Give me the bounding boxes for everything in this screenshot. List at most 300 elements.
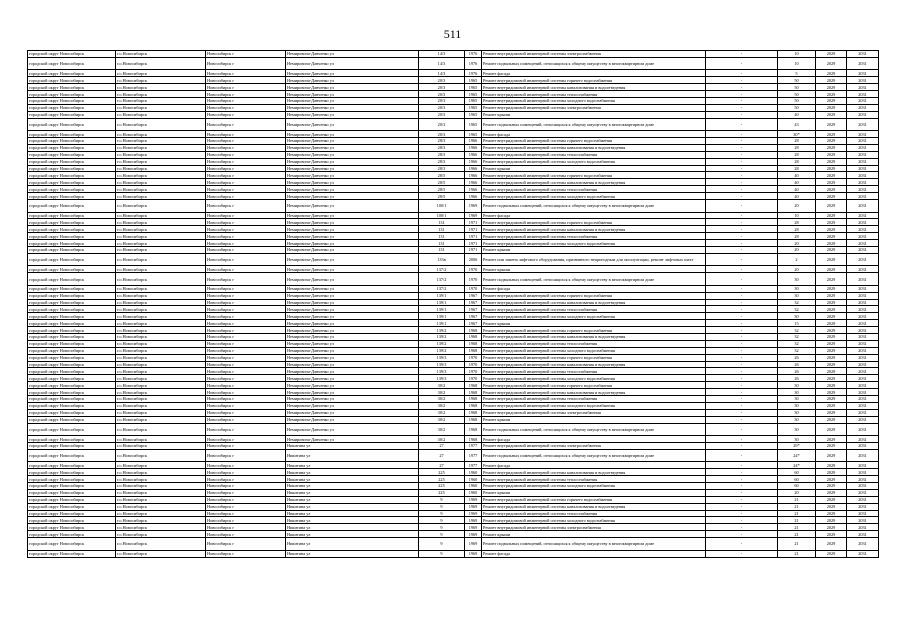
cell-cost: 21 <box>778 538 816 551</box>
cell-note: - <box>706 489 778 496</box>
cell-house: 139/1 <box>419 306 465 313</box>
cell-year-end: 2031 <box>847 389 879 396</box>
cell-year-start: 2029 <box>816 340 847 347</box>
cell-city: Новосибирск г <box>206 226 286 233</box>
cell-city: Новосибирск г <box>206 273 286 286</box>
cell-year-start: 2029 <box>816 70 847 77</box>
cell-year-start: 2029 <box>816 375 847 382</box>
cell-note: - <box>706 416 778 423</box>
cell-municipality: г.о.Новосибирск <box>116 489 206 496</box>
cell-year-end: 2031 <box>847 550 879 557</box>
cell-work-type: Ремонт внутридомовой инженерной системы холодного водоснабжения <box>482 193 706 200</box>
cell-cost: 20 <box>778 489 816 496</box>
cell-street: Никитина ул <box>286 462 419 469</box>
cell-work-type: Ремонт фасада <box>482 70 706 77</box>
cell-note: - <box>706 442 778 449</box>
cell-city: Новосибирск г <box>206 354 286 361</box>
cell-municipality: г.о.Новосибирск <box>116 320 206 327</box>
cell-house: 14/3 <box>419 51 465 58</box>
table-row <box>28 292 879 299</box>
cell-year-end: 2031 <box>847 347 879 354</box>
cell-work-type: Ремонт внутридомовой инженерной системы теплоснабжения <box>482 510 706 517</box>
table-row <box>28 186 879 193</box>
cell-note: - <box>706 503 778 510</box>
cell-note: - <box>706 186 778 193</box>
cell-district: городской округ Новосибирск <box>28 354 116 361</box>
cell-year-start: 2029 <box>816 489 847 496</box>
cell-year-start: 2029 <box>816 396 847 403</box>
cell-municipality: г.о.Новосибирск <box>116 200 206 213</box>
cell-district: городской округ Новосибирск <box>28 77 116 84</box>
cell-year: 1966 <box>465 186 482 193</box>
cell-street: Немировича-Данченко ул <box>286 246 419 253</box>
cell-year-start: 2029 <box>816 212 847 219</box>
cell-street: Немировича-Данченко ул <box>286 158 419 165</box>
cell-district: городской округ Новосибирск <box>28 462 116 469</box>
cell-work-type: Ремонт внутридомовой инженерной системы канализования и водоотведения <box>482 144 706 151</box>
cell-street: Никитина ул <box>286 550 419 557</box>
cell-year-start: 2029 <box>816 313 847 320</box>
cell-municipality: г.о.Новосибирск <box>116 253 206 266</box>
cell-city: Новосибирск г <box>206 306 286 313</box>
cell-street: Немировича-Данченко ул <box>286 186 419 193</box>
cell-year: 1965 <box>465 104 482 111</box>
cell-note: - <box>706 327 778 334</box>
cell-street: Немировича-Данченко ул <box>286 212 419 219</box>
cell-year-start: 2029 <box>816 550 847 557</box>
cell-year: 1968 <box>465 416 482 423</box>
cell-street: Никитина ул <box>286 538 419 551</box>
cell-note: - <box>706 253 778 266</box>
cell-work-type: Ремонт внутридомовой инженерной системы горячего водоснабжения <box>482 354 706 361</box>
cell-work-type: Ремонт внутридомовой инженерной системы холодного водоснабжения <box>482 158 706 165</box>
cell-year-start: 2029 <box>816 285 847 292</box>
cell-cost: 30 <box>778 313 816 320</box>
cell-house: 28/5 <box>419 186 465 193</box>
cell-note: - <box>706 396 778 403</box>
cell-cost: 40 <box>778 172 816 179</box>
table-row <box>28 320 879 327</box>
table-row <box>28 340 879 347</box>
cell-work-type: Ремонт внутридомовой инженерной системы теплоснабжения <box>482 91 706 98</box>
cell-work-type: Ремонт внутридомовой инженерной системы горячего водоснабжения <box>482 496 706 503</box>
cell-municipality: г.о.Новосибирск <box>116 151 206 158</box>
table-row <box>28 483 879 490</box>
cell-district: городской округ Новосибирск <box>28 91 116 98</box>
cell-house: 225 <box>419 476 465 483</box>
cell-house: 139/1 <box>419 299 465 306</box>
cell-street: Немировича-Данченко ул <box>286 273 419 286</box>
cell-year-end: 2031 <box>847 320 879 327</box>
cell-note: - <box>706 165 778 172</box>
cell-municipality: г.о.Новосибирск <box>116 347 206 354</box>
cell-year-start: 2029 <box>816 233 847 240</box>
cell-note: - <box>706 334 778 341</box>
cell-city: Новосибирск г <box>206 186 286 193</box>
cell-street: Никитина ул <box>286 517 419 524</box>
cell-district: городской округ Новосибирск <box>28 402 116 409</box>
cell-cost: 50 <box>778 104 816 111</box>
cell-year-start: 2029 <box>816 449 847 462</box>
cell-note: - <box>706 51 778 58</box>
cell-work-type: Ремонт крыши <box>482 320 706 327</box>
cell-year-start: 2029 <box>816 84 847 91</box>
cell-house: 139/3 <box>419 354 465 361</box>
cell-city: Новосибирск г <box>206 97 286 104</box>
cell-city: Новосибирск г <box>206 200 286 213</box>
cell-district: городской округ Новосибирск <box>28 104 116 111</box>
cell-note: - <box>706 340 778 347</box>
cell-work-type: Ремонт крыши <box>482 111 706 118</box>
table-row <box>28 517 879 524</box>
cell-cost: 5 <box>778 70 816 77</box>
cell-year-end: 2031 <box>847 361 879 368</box>
cell-work-type: Ремонт внутридомовой инженерной системы канализования и водоотведения <box>482 226 706 233</box>
cell-cost: 60 <box>778 476 816 483</box>
cell-cost: 10 <box>778 212 816 219</box>
cell-municipality: г.о.Новосибирск <box>116 219 206 226</box>
cell-note: - <box>706 233 778 240</box>
cell-work-type: Ремонт крыши <box>482 246 706 253</box>
cell-note: - <box>706 517 778 524</box>
cell-street: Никитина ул <box>286 489 419 496</box>
cell-work-type: Ремонт внутридомовой инженерной системы теплоснабжения <box>482 476 706 483</box>
cell-house: 137/2 <box>419 266 465 273</box>
cell-municipality: г.о.Новосибирск <box>116 483 206 490</box>
cell-district: городской округ Новосибирск <box>28 517 116 524</box>
table-row <box>28 266 879 273</box>
cell-city: Новосибирск г <box>206 361 286 368</box>
cell-year: 1968 <box>465 340 482 347</box>
cell-note: - <box>706 510 778 517</box>
cell-house: 133в <box>419 253 465 266</box>
cell-municipality: г.о.Новосибирск <box>116 375 206 382</box>
cell-year-start: 2029 <box>816 246 847 253</box>
cell-district: городской округ Новосибирск <box>28 538 116 551</box>
cell-street: Никитина ул <box>286 476 419 483</box>
cell-note: - <box>706 313 778 320</box>
cell-year-end: 2031 <box>847 118 879 131</box>
cell-house: 137/2 <box>419 273 465 286</box>
cell-municipality: г.о.Новосибирск <box>116 158 206 165</box>
cell-year: 1960 <box>465 489 482 496</box>
cell-street: Немировича-Данченко ул <box>286 292 419 299</box>
cell-year-end: 2031 <box>847 77 879 84</box>
cell-note: - <box>706 306 778 313</box>
cell-municipality: г.о.Новосибирск <box>116 285 206 292</box>
cell-year-start: 2029 <box>816 111 847 118</box>
cell-year-start: 2029 <box>816 469 847 476</box>
cell-year-start: 2029 <box>816 144 847 151</box>
cell-district: городской округ Новосибирск <box>28 347 116 354</box>
cell-city: Новосибирск г <box>206 396 286 403</box>
cell-note: - <box>706 347 778 354</box>
cell-house: 131 <box>419 233 465 240</box>
cell-note: - <box>706 219 778 226</box>
cell-note: - <box>706 550 778 557</box>
cell-work-type: Ремонт внутридомовой инженерной системы электроснабжения <box>482 524 706 531</box>
cell-year-start: 2029 <box>816 97 847 104</box>
cell-house: 28/3 <box>419 158 465 165</box>
cell-work-type: Ремонт крыши <box>482 531 706 538</box>
cell-cost: 30 <box>778 292 816 299</box>
cell-year: 1969 <box>465 538 482 551</box>
table-row <box>28 57 879 70</box>
cell-year-end: 2031 <box>847 292 879 299</box>
cell-municipality: г.о.Новосибирск <box>116 524 206 531</box>
cell-street: Немировича-Данченко ул <box>286 347 419 354</box>
cell-district: городской округ Новосибирск <box>28 489 116 496</box>
cell-year-start: 2029 <box>816 354 847 361</box>
cell-city: Новосибирск г <box>206 320 286 327</box>
cell-year-end: 2031 <box>847 131 879 138</box>
cell-house: 9 <box>419 503 465 510</box>
cell-city: Новосибирск г <box>206 334 286 341</box>
table-row <box>28 97 879 104</box>
cell-street: Немировича-Данченко ул <box>286 299 419 306</box>
cell-work-type: Ремонт внутридомовой инженерной системы канализования и водоотведения <box>482 469 706 476</box>
cell-cost: 28 <box>778 219 816 226</box>
cell-house: 9 <box>419 550 465 557</box>
cell-district: городской округ Новосибирск <box>28 396 116 403</box>
cell-street: Никитина ул <box>286 496 419 503</box>
cell-cost: 30 <box>778 402 816 409</box>
cell-cost: 32 <box>778 299 816 306</box>
cell-year-start: 2029 <box>816 151 847 158</box>
cell-year-end: 2031 <box>847 442 879 449</box>
cell-year: 1965 <box>465 118 482 131</box>
page-number: 511 <box>443 27 462 41</box>
cell-municipality: г.о.Новосибирск <box>116 531 206 538</box>
cell-house: 139/1 <box>419 320 465 327</box>
table-row <box>28 246 879 253</box>
cell-municipality: г.о.Новосибирск <box>116 334 206 341</box>
table-row <box>28 131 879 138</box>
cell-year-end: 2031 <box>847 51 879 58</box>
cell-year-end: 2031 <box>847 334 879 341</box>
cell-year-start: 2029 <box>816 483 847 490</box>
cell-year: 1967 <box>465 313 482 320</box>
cell-year-end: 2031 <box>847 449 879 462</box>
cell-house: 28/3 <box>419 138 465 145</box>
cell-district: городской округ Новосибирск <box>28 531 116 538</box>
cell-house: 20/3 <box>419 111 465 118</box>
cell-street: Немировича-Данченко ул <box>286 436 419 443</box>
cell-municipality: г.о.Новосибирск <box>116 186 206 193</box>
cell-city: Новосибирск г <box>206 476 286 483</box>
cell-city: Новосибирск г <box>206 524 286 531</box>
cell-city: Новосибирск г <box>206 179 286 186</box>
cell-city: Новосибирск г <box>206 57 286 70</box>
cell-work-type: Ремонт внутридомовой инженерной системы канализования и водоотведения <box>482 334 706 341</box>
cell-district: городской округ Новосибирск <box>28 273 116 286</box>
cell-year: 1968 <box>465 402 482 409</box>
cell-city: Новосибирск г <box>206 416 286 423</box>
cell-note: - <box>706 144 778 151</box>
table-row <box>28 489 879 496</box>
cell-municipality: г.о.Новосибирск <box>116 469 206 476</box>
cell-year-start: 2029 <box>816 503 847 510</box>
cell-note: - <box>706 476 778 483</box>
cell-house: 139/2 <box>419 347 465 354</box>
cell-cost: 32 <box>778 340 816 347</box>
cell-year-end: 2031 <box>847 172 879 179</box>
cell-municipality: г.о.Новосибирск <box>116 77 206 84</box>
cell-year: 1968 <box>465 382 482 389</box>
cell-work-type: Ремонт внутридомовой инженерной системы горячего водоснабжения <box>482 382 706 389</box>
cell-cost: 30 <box>778 416 816 423</box>
table-row <box>28 327 879 334</box>
cell-district: городской округ Новосибирск <box>28 70 116 77</box>
cell-street: Немировича-Данченко ул <box>286 118 419 131</box>
cell-note: - <box>706 70 778 77</box>
cell-municipality: г.о.Новосибирск <box>116 299 206 306</box>
cell-city: Новосибирск г <box>206 510 286 517</box>
cell-city: Новосибирск г <box>206 193 286 200</box>
cell-work-type: Ремонт внутридомовой инженерной системы канализования и водоотведения <box>482 503 706 510</box>
cell-year-end: 2031 <box>847 423 879 436</box>
cell-cost: 2 <box>778 253 816 266</box>
cell-work-type: Ремонт подвальных помещений, относящихся к общему имуществу в многоквартирном доме <box>482 449 706 462</box>
cell-district: городской округ Новосибирск <box>28 212 116 219</box>
table-row <box>28 503 879 510</box>
cell-district: городской округ Новосибирск <box>28 200 116 213</box>
cell-year-end: 2031 <box>847 226 879 233</box>
cell-house: 139/3 <box>419 375 465 382</box>
cell-city: Новосибирск г <box>206 489 286 496</box>
table-row <box>28 416 879 423</box>
cell-district: городской округ Новосибирск <box>28 340 116 347</box>
table-row <box>28 354 879 361</box>
cell-work-type: Ремонт внутридомовой инженерной системы холодного водоснабжения <box>482 517 706 524</box>
cell-note: - <box>706 104 778 111</box>
cell-year: 1960 <box>465 469 482 476</box>
cell-district: городской округ Новосибирск <box>28 138 116 145</box>
cell-district: городской округ Новосибирск <box>28 375 116 382</box>
cell-district: городской округ Новосибирск <box>28 233 116 240</box>
cell-year-start: 2029 <box>816 436 847 443</box>
cell-note: - <box>706 354 778 361</box>
cell-note: - <box>706 402 778 409</box>
cell-district: городской округ Новосибирск <box>28 524 116 531</box>
cell-district: городской округ Новосибирск <box>28 266 116 273</box>
cell-city: Новосибирск г <box>206 462 286 469</box>
cell-district: городской округ Новосибирск <box>28 313 116 320</box>
table-row <box>28 193 879 200</box>
cell-municipality: г.о.Новосибирск <box>116 57 206 70</box>
table-row <box>28 469 879 476</box>
cell-house: 139/2 <box>419 327 465 334</box>
table-row <box>28 538 879 551</box>
cell-city: Новосибирск г <box>206 550 286 557</box>
cell-cost: 20 <box>778 240 816 247</box>
cell-note: - <box>706 524 778 531</box>
cell-note: - <box>706 462 778 469</box>
cell-cost: 28 <box>778 165 816 172</box>
cell-year-end: 2031 <box>847 285 879 292</box>
cell-year-start: 2029 <box>816 409 847 416</box>
cell-year-start: 2029 <box>816 334 847 341</box>
table-row <box>28 531 879 538</box>
cell-work-type: Ремонт внутридомовой инженерной системы горячего водоснабжения <box>482 292 706 299</box>
cell-year-end: 2031 <box>847 483 879 490</box>
cell-work-type: Ремонт внутридомовой инженерной системы электроснабжения <box>482 409 706 416</box>
cell-work-type: Ремонт внутридомовой инженерной системы теплоснабжения <box>482 368 706 375</box>
cell-note: - <box>706 151 778 158</box>
cell-municipality: г.о.Новосибирск <box>116 354 206 361</box>
table-row <box>28 449 879 462</box>
cell-year-end: 2031 <box>847 70 879 77</box>
table-row <box>28 361 879 368</box>
cell-city: Новосибирск г <box>206 538 286 551</box>
cell-note: - <box>706 57 778 70</box>
cell-work-type: Ремонт подвальных помещений, относящихся к общему имуществу в многоквартирном доме <box>482 118 706 131</box>
cell-year: 1976 <box>465 57 482 70</box>
cell-note: - <box>706 292 778 299</box>
cell-district: городской округ Новосибирск <box>28 193 116 200</box>
cell-city: Новосибирск г <box>206 253 286 266</box>
cell-year-end: 2031 <box>847 57 879 70</box>
cell-street: Никитина ул <box>286 469 419 476</box>
cell-work-type: Ремонт фасада <box>482 212 706 219</box>
cell-house: 131 <box>419 240 465 247</box>
cell-work-type: Ремонт или замена лифтового оборудования, признанного непригодным для эксплуатации, ремонт лифтовых шахт <box>482 253 706 266</box>
cell-city: Новосибирск г <box>206 172 286 179</box>
cell-house: 20/3 <box>419 131 465 138</box>
cell-district: городской округ Новосибирск <box>28 510 116 517</box>
cell-municipality: г.о.Новосибирск <box>116 361 206 368</box>
cell-year-end: 2031 <box>847 524 879 531</box>
cell-year-end: 2031 <box>847 165 879 172</box>
cell-house: 139/3 <box>419 361 465 368</box>
cell-work-type: Ремонт внутридомовой инженерной системы теплоснабжения <box>482 340 706 347</box>
cell-year-end: 2031 <box>847 368 879 375</box>
cell-work-type: Ремонт внутридомовой инженерной системы теплоснабжения <box>482 151 706 158</box>
cell-street: Немировича-Данченко ул <box>286 402 419 409</box>
cell-work-type: Ремонт внутридомовой инженерной системы холодного водоснабжения <box>482 347 706 354</box>
table-row <box>28 382 879 389</box>
cell-year-end: 2031 <box>847 476 879 483</box>
cell-municipality: г.о.Новосибирск <box>116 416 206 423</box>
table-row <box>28 70 879 77</box>
cell-work-type: Ремонт внутридомовой инженерной системы горячего водоснабжения <box>482 77 706 84</box>
cell-cost: 26 <box>778 368 816 375</box>
cell-district: городской округ Новосибирск <box>28 172 116 179</box>
cell-house: 30/2 <box>419 409 465 416</box>
cell-year-end: 2031 <box>847 246 879 253</box>
cell-cost: 28 <box>778 158 816 165</box>
cell-municipality: г.о.Новосибирск <box>116 246 206 253</box>
cell-year: 1976 <box>465 51 482 58</box>
table-row <box>28 389 879 396</box>
cell-year-end: 2031 <box>847 327 879 334</box>
cell-year-end: 2031 <box>847 273 879 286</box>
cell-year-end: 2031 <box>847 538 879 551</box>
cell-district: городской округ Новосибирск <box>28 483 116 490</box>
cell-street: Немировича-Данченко ул <box>286 91 419 98</box>
cell-street: Никитина ул <box>286 503 419 510</box>
cell-house: 9 <box>419 510 465 517</box>
cell-note: - <box>706 389 778 396</box>
cell-cost: 21 <box>778 503 816 510</box>
cell-year-start: 2029 <box>816 118 847 131</box>
cell-work-type: Ремонт крыши <box>482 489 706 496</box>
cell-city: Новосибирск г <box>206 158 286 165</box>
cell-year-end: 2031 <box>847 402 879 409</box>
cell-municipality: г.о.Новосибирск <box>116 550 206 557</box>
cell-district: городской округ Новосибирск <box>28 442 116 449</box>
cell-street: Немировича-Данченко ул <box>286 375 419 382</box>
